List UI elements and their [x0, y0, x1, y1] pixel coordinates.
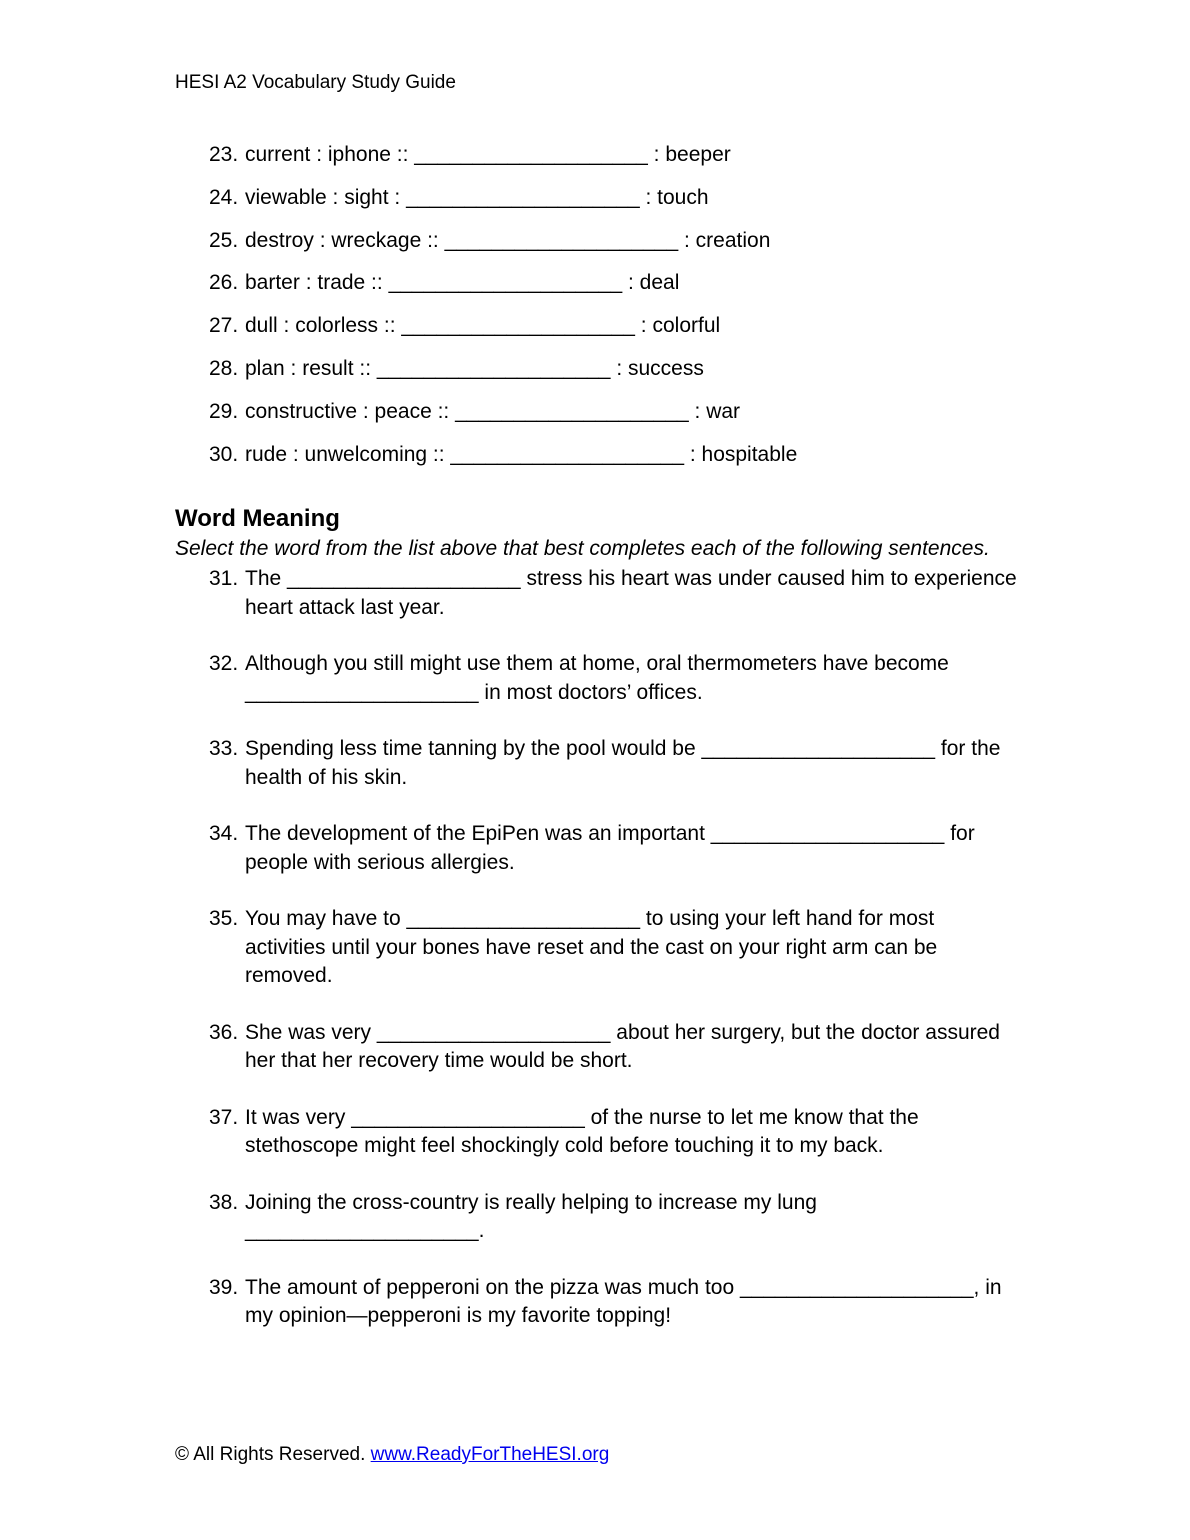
list-item: [209, 357, 1029, 400]
item-number: 39.: [209, 1275, 239, 1299]
item-number: 25.: [209, 228, 239, 252]
item-text: The development of the EpiPen was an important ____________________ for people with serious allergies.: [245, 822, 975, 874]
item-number: 27.: [209, 314, 239, 338]
item-text: current : iphone :: ____________________ : beeper: [245, 143, 731, 166]
list-item: [209, 1189, 1029, 1246]
list-item: [209, 443, 1029, 486]
list-item: [209, 229, 1029, 272]
item-number: 36.: [209, 1020, 239, 1044]
list-item: [209, 565, 1029, 622]
list-item: [209, 271, 1029, 314]
item-number: 23.: [209, 143, 239, 166]
item-text: barter : trade :: ____________________ : deal: [245, 271, 680, 295]
list-item: [209, 650, 1029, 707]
page-footer: [175, 1444, 609, 1466]
list-item: [209, 143, 1029, 186]
website-link[interactable]: www.ReadyForTheHESI.org: [370, 1444, 610, 1465]
item-text: It was very ____________________ of the nurse to let me know that the stethoscope might feel shockingly cold before touching it to my back.: [245, 1105, 919, 1157]
item-text: She was very ____________________ about her surgery, but the doctor assured her that her recovery time would be short.: [245, 1020, 1000, 1072]
item-number: 29.: [209, 399, 239, 423]
item-number: 26.: [209, 271, 239, 295]
list-item: [209, 735, 1029, 792]
item-number: 30.: [209, 442, 239, 466]
list-item: [209, 1104, 1029, 1161]
item-text: Joining the cross-country is really helping to increase my lung ____________________.: [245, 1190, 817, 1242]
item-text: The amount of pepperoni on the pizza was much too ____________________, in my opinion—pepperoni is my favorite topping!: [245, 1275, 1002, 1327]
item-text: dull : colorless :: ____________________ : colorful: [245, 314, 721, 338]
list-item: [209, 1274, 1029, 1331]
item-number: 37.: [209, 1105, 239, 1129]
item-text: rude : unwelcoming :: ____________________ : hospitable: [245, 442, 798, 466]
item-number: 32.: [209, 652, 239, 675]
list-item: [209, 400, 1029, 443]
item-number: 28.: [209, 356, 239, 380]
item-number: 33.: [209, 737, 239, 760]
item-text: plan : result :: ____________________ : success: [245, 356, 704, 380]
list-item: [209, 905, 1029, 991]
item-number: 38.: [209, 1190, 239, 1214]
list-item: [209, 314, 1029, 357]
item-text: viewable : sight : ____________________ : touch: [245, 185, 709, 209]
item-text: Although you still might use them at home, oral thermometers have become ____________________ in most doctors’ offices.: [245, 652, 949, 704]
question-list: [209, 565, 1029, 1359]
item-number: 35.: [209, 907, 239, 930]
item-text: Spending less time tanning by the pool would be ____________________ for the health of his skin.: [245, 737, 1001, 789]
item-text: destroy : wreckage :: ____________________ : creation: [245, 228, 771, 252]
analogy-list: [209, 143, 1029, 485]
list-item: [209, 1019, 1029, 1076]
section-heading: Word Meaning: [175, 505, 340, 532]
item-text: You may have to ____________________ to using your left hand for most activities until your bones have reset and the cast on your right arm can be removed.: [245, 907, 938, 987]
item-text: The ____________________ stress his heart was under caused him to experience heart attack last year.: [245, 567, 1017, 619]
list-item: [209, 820, 1029, 877]
page-header: HESI A2 Vocabulary Study Guide: [175, 72, 456, 93]
item-number: 24.: [209, 185, 239, 209]
item-number: 31.: [209, 567, 239, 590]
section-instructions: Select the word from the list above that best completes each of the following sentences.: [175, 537, 990, 560]
item-text: constructive : peace :: ____________________ : war: [245, 399, 741, 423]
copyright-text: © All Rights Reserved.: [175, 1444, 366, 1465]
item-number: 34.: [209, 822, 239, 845]
list-item: [209, 186, 1029, 229]
